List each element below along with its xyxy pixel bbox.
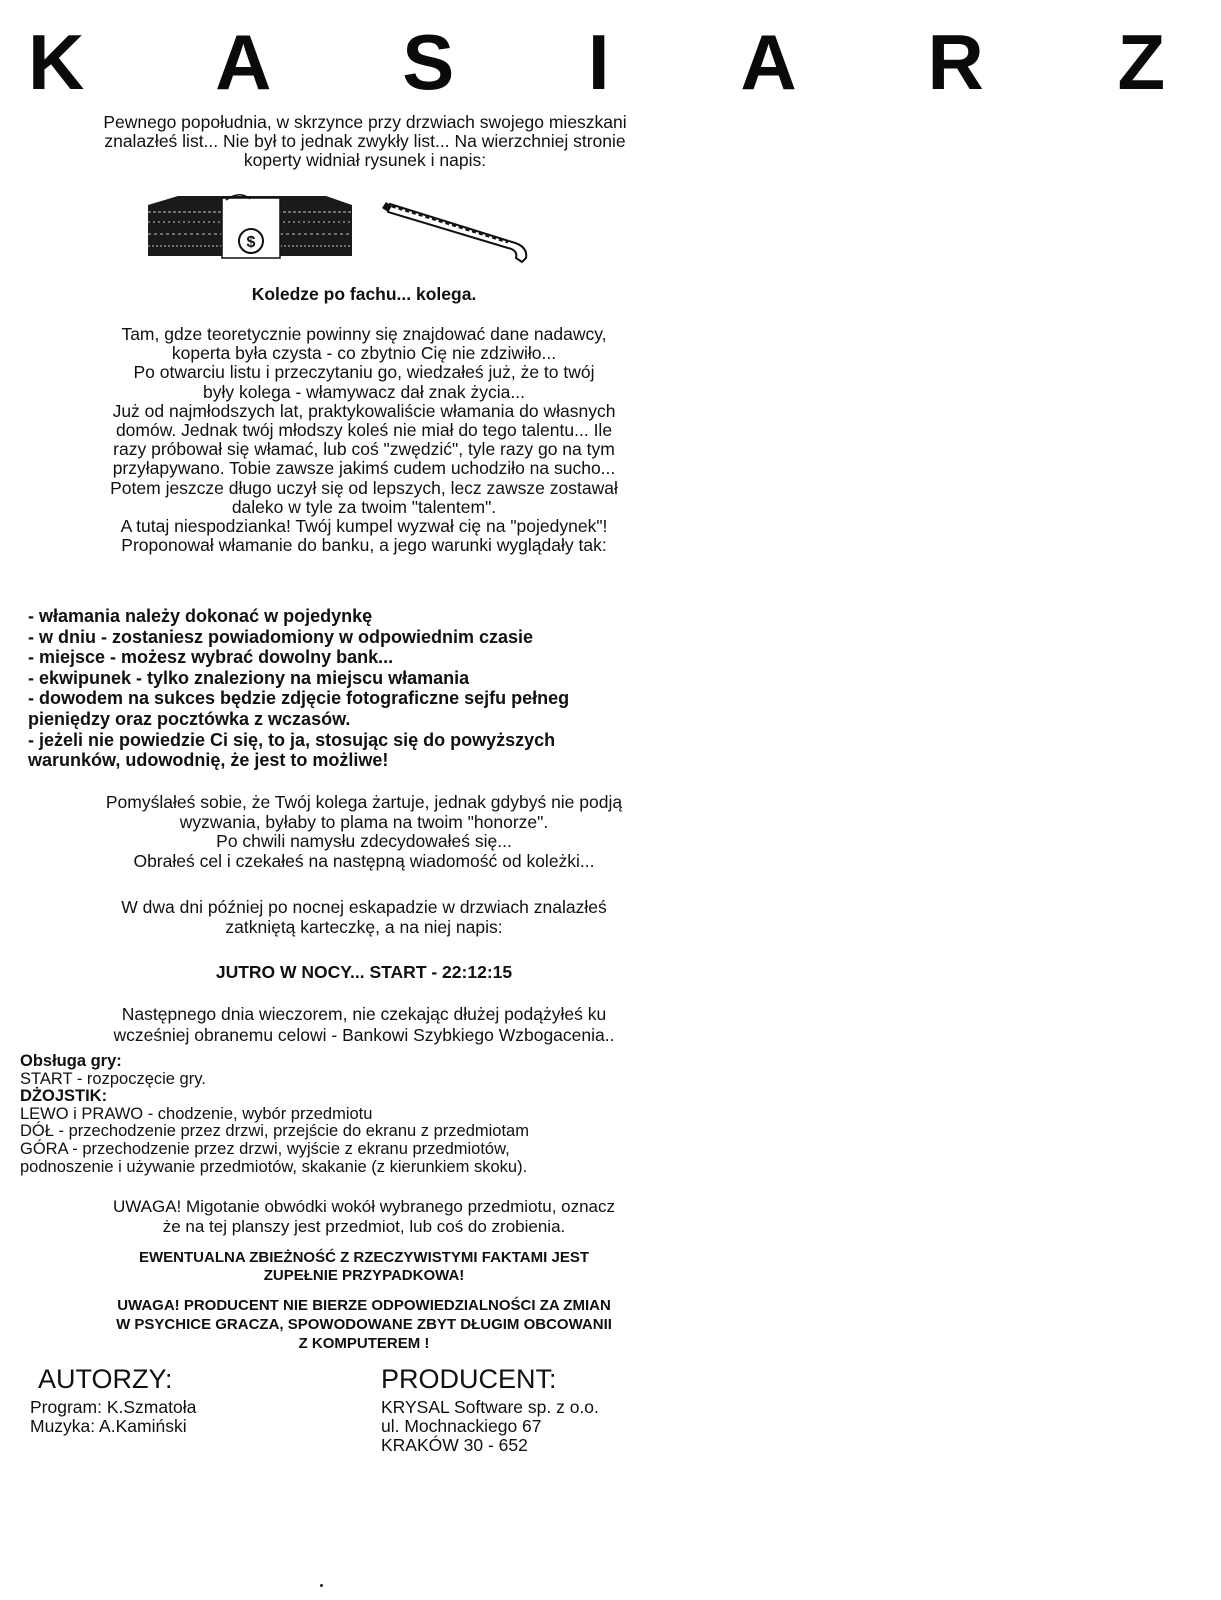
story-line: koperta była czysta - co zbytnio Cię nie zdziwiło... [171, 343, 557, 364]
intro-line: Pewnego popołudnia, w skrzynce przy drzwiach swojego mieszkani [103, 112, 627, 132]
rule-line: - jeżeli nie powiedzie Ci się, to ja, stosując się do powyższych [28, 729, 556, 750]
controls-line: GÓRA - przechodzenie przez drzwi, wyjście z ekranu przedmiotów, [20, 1139, 510, 1158]
disclaimer-line: ZUPEŁNIE PRZYPADKOWA! [263, 1267, 465, 1284]
story-line: domów. Jednak twój młodszy koleś nie miał do tego talentu... Ile [115, 420, 613, 441]
controls-start: START - rozpoczęcie gry. [20, 1069, 206, 1088]
authors-heading: AUTORZY: [38, 1364, 173, 1394]
producer-line: KRAKÓW 30 - 652 [381, 1435, 528, 1455]
controls-line: DÓŁ - przechodzenie przez drzwi, przejście do ekranu z przedmiotam [20, 1122, 529, 1141]
story-line: Tam, gdze teoretycznie powinny się znajdować dane nadawcy, [121, 324, 607, 344]
challenge-rules [28, 606, 728, 771]
start-time-line: JUTRO W NOCY... START - 22:12:15 [215, 962, 513, 982]
rule-line: - włamania należy dokonać w pojedynkę [28, 606, 373, 626]
dollar-sign: $ [246, 234, 256, 251]
story-line: daleko w tyle za twoim "talentem". [231, 496, 497, 517]
reaction-line: Pomyślałeś sobie, że Twój kolega żartuje, jednak gdybyś nie podją [105, 792, 623, 812]
reaction-paragraph [14, 793, 714, 871]
disclaimer-line: Z KOMPUTEREM ! [298, 1335, 430, 1352]
disclaimer-line: UWAGA! PRODUCENT NIE BIERZE ODPOWIEDZIALNOŚCI ZA ZMIAN [117, 1297, 611, 1314]
note-line: zatkniętą karteczkę, a na niej napis: [225, 916, 503, 937]
reaction-line: wyzwania, byłaby to plama na twoim "honorze". [179, 811, 549, 832]
controls-section [20, 1053, 720, 1176]
goal-paragraph [14, 1004, 714, 1046]
greeting-line: Koledze po fachu... kolega. [251, 284, 477, 304]
coincidence-disclaimer [14, 1249, 714, 1285]
reaction-line: Po chwili namysłu zdecydowałeś się... [216, 831, 512, 851]
rule-line: - ekwipunek - tylko znaleziony na miejscu włamania [28, 667, 470, 688]
story-line: Potem jeszcze długo uczył się od lepszych, lecz zawsze zostawał [110, 477, 618, 498]
author-line: Muzyka: A.Kamiński [30, 1416, 187, 1436]
producer-heading: PRODUCENT: [381, 1364, 557, 1394]
story-line: były kolega - włamywacz dał znak życia... [203, 381, 525, 402]
controls-line: LEWO i PRAWO - chodzenie, wybór przedmiotu [20, 1104, 373, 1123]
game-title: K A S I A R Z [28, 18, 1221, 106]
warning-line: UWAGA! Migotanie obwódki wokół wybranego przedmiotu, oznacz [112, 1197, 616, 1216]
author-line: Program: K.Szmatoła [30, 1397, 197, 1417]
crowbar-icon [382, 202, 526, 262]
warning-line: że na tej planszy jest przedmiot, lub coś do zrobienia. [162, 1216, 566, 1236]
controls-line: podnoszenie i używanie przedmiotów, skakanie (z kierunkiem skoku). [20, 1157, 528, 1176]
liability-disclaimer [14, 1296, 714, 1353]
rule-line: warunków, udowodnię, że jest to możliwe! [28, 750, 389, 771]
story-line: przyłapywano. Tobie zawsze jakimś cudem uchodziło na sucho... [112, 458, 616, 479]
story-line: A tutaj niespodzianka! Twój kumpel wyzwał cię na "pojedynek"! [120, 516, 608, 537]
flicker-warning [14, 1197, 714, 1236]
goal-line: Następnego dnia wieczorem, nie czekając dłużej podążyłeś ku [121, 1004, 607, 1024]
rule-line: - miejsce - możesz wybrać dowolny bank... [28, 647, 394, 668]
controls-heading: Obsługa gry: [20, 1052, 122, 1070]
scan-speck [320, 1584, 323, 1587]
joystick-heading: DŻOJSTIK: [20, 1087, 108, 1106]
banknote-stack-icon [148, 195, 352, 258]
producer-line: KRYSAL Software sp. z o.o. [381, 1397, 599, 1417]
story-line: Po otwarciu listu i przeczytaniu go, wiedzałeś już, że to twój [133, 362, 595, 383]
rule-line: - dowodem na sukces będzie zdjęcie fotograficzne sejfu pełneg [28, 688, 570, 709]
note-paragraph [14, 898, 714, 937]
intro-line: znalazłeś list... Nie był to jednak zwykły list... Na wierzchniej stronie [104, 131, 626, 151]
story-line: Już od najmłodszych lat, praktykowaliście włamania do własnych [112, 400, 616, 421]
story-paragraph [14, 325, 714, 555]
disclaimer-line: W PSYCHICE GRACZA, SPOWODOWANE ZBYT DŁUGIM OBCOWANII [116, 1316, 612, 1333]
authors-list [30, 1398, 196, 1436]
intro-line: koperty widniał rysunek i napis: [243, 150, 487, 170]
rule-line: pieniędzy oraz pocztówka z wczasów. [28, 708, 351, 729]
story-line: razy próbował się włamać, lub coś "zwędzić", tyle razy go na tym [113, 439, 615, 460]
goal-line: wcześniej obranemu celowi - Bankowi Szybkiego Wzbogacenia.. [113, 1025, 615, 1045]
producer-line: ul. Mochnackiego 67 [381, 1416, 542, 1436]
reaction-line: Obrałeś cel i czekałeś na następną wiadomość od koleżki... [133, 850, 595, 871]
producer-address [381, 1398, 599, 1455]
story-line: Proponował włamanie do banku, a jego warunki wyglądały tak: [121, 535, 607, 556]
envelope-drawing [0, 0, 1221, 300]
rule-line: - w dniu - zostaniesz powiadomiony w odpowiednim czasie [28, 626, 534, 647]
note-line: W dwa dni później po nocnej eskapadzie w drzwiach znalazłeś [121, 897, 607, 917]
disclaimer-line: EWENTUALNA ZBIEŻNOŚĆ Z RZECZYWISTYMI FAKTAMI JEST [139, 1249, 589, 1266]
